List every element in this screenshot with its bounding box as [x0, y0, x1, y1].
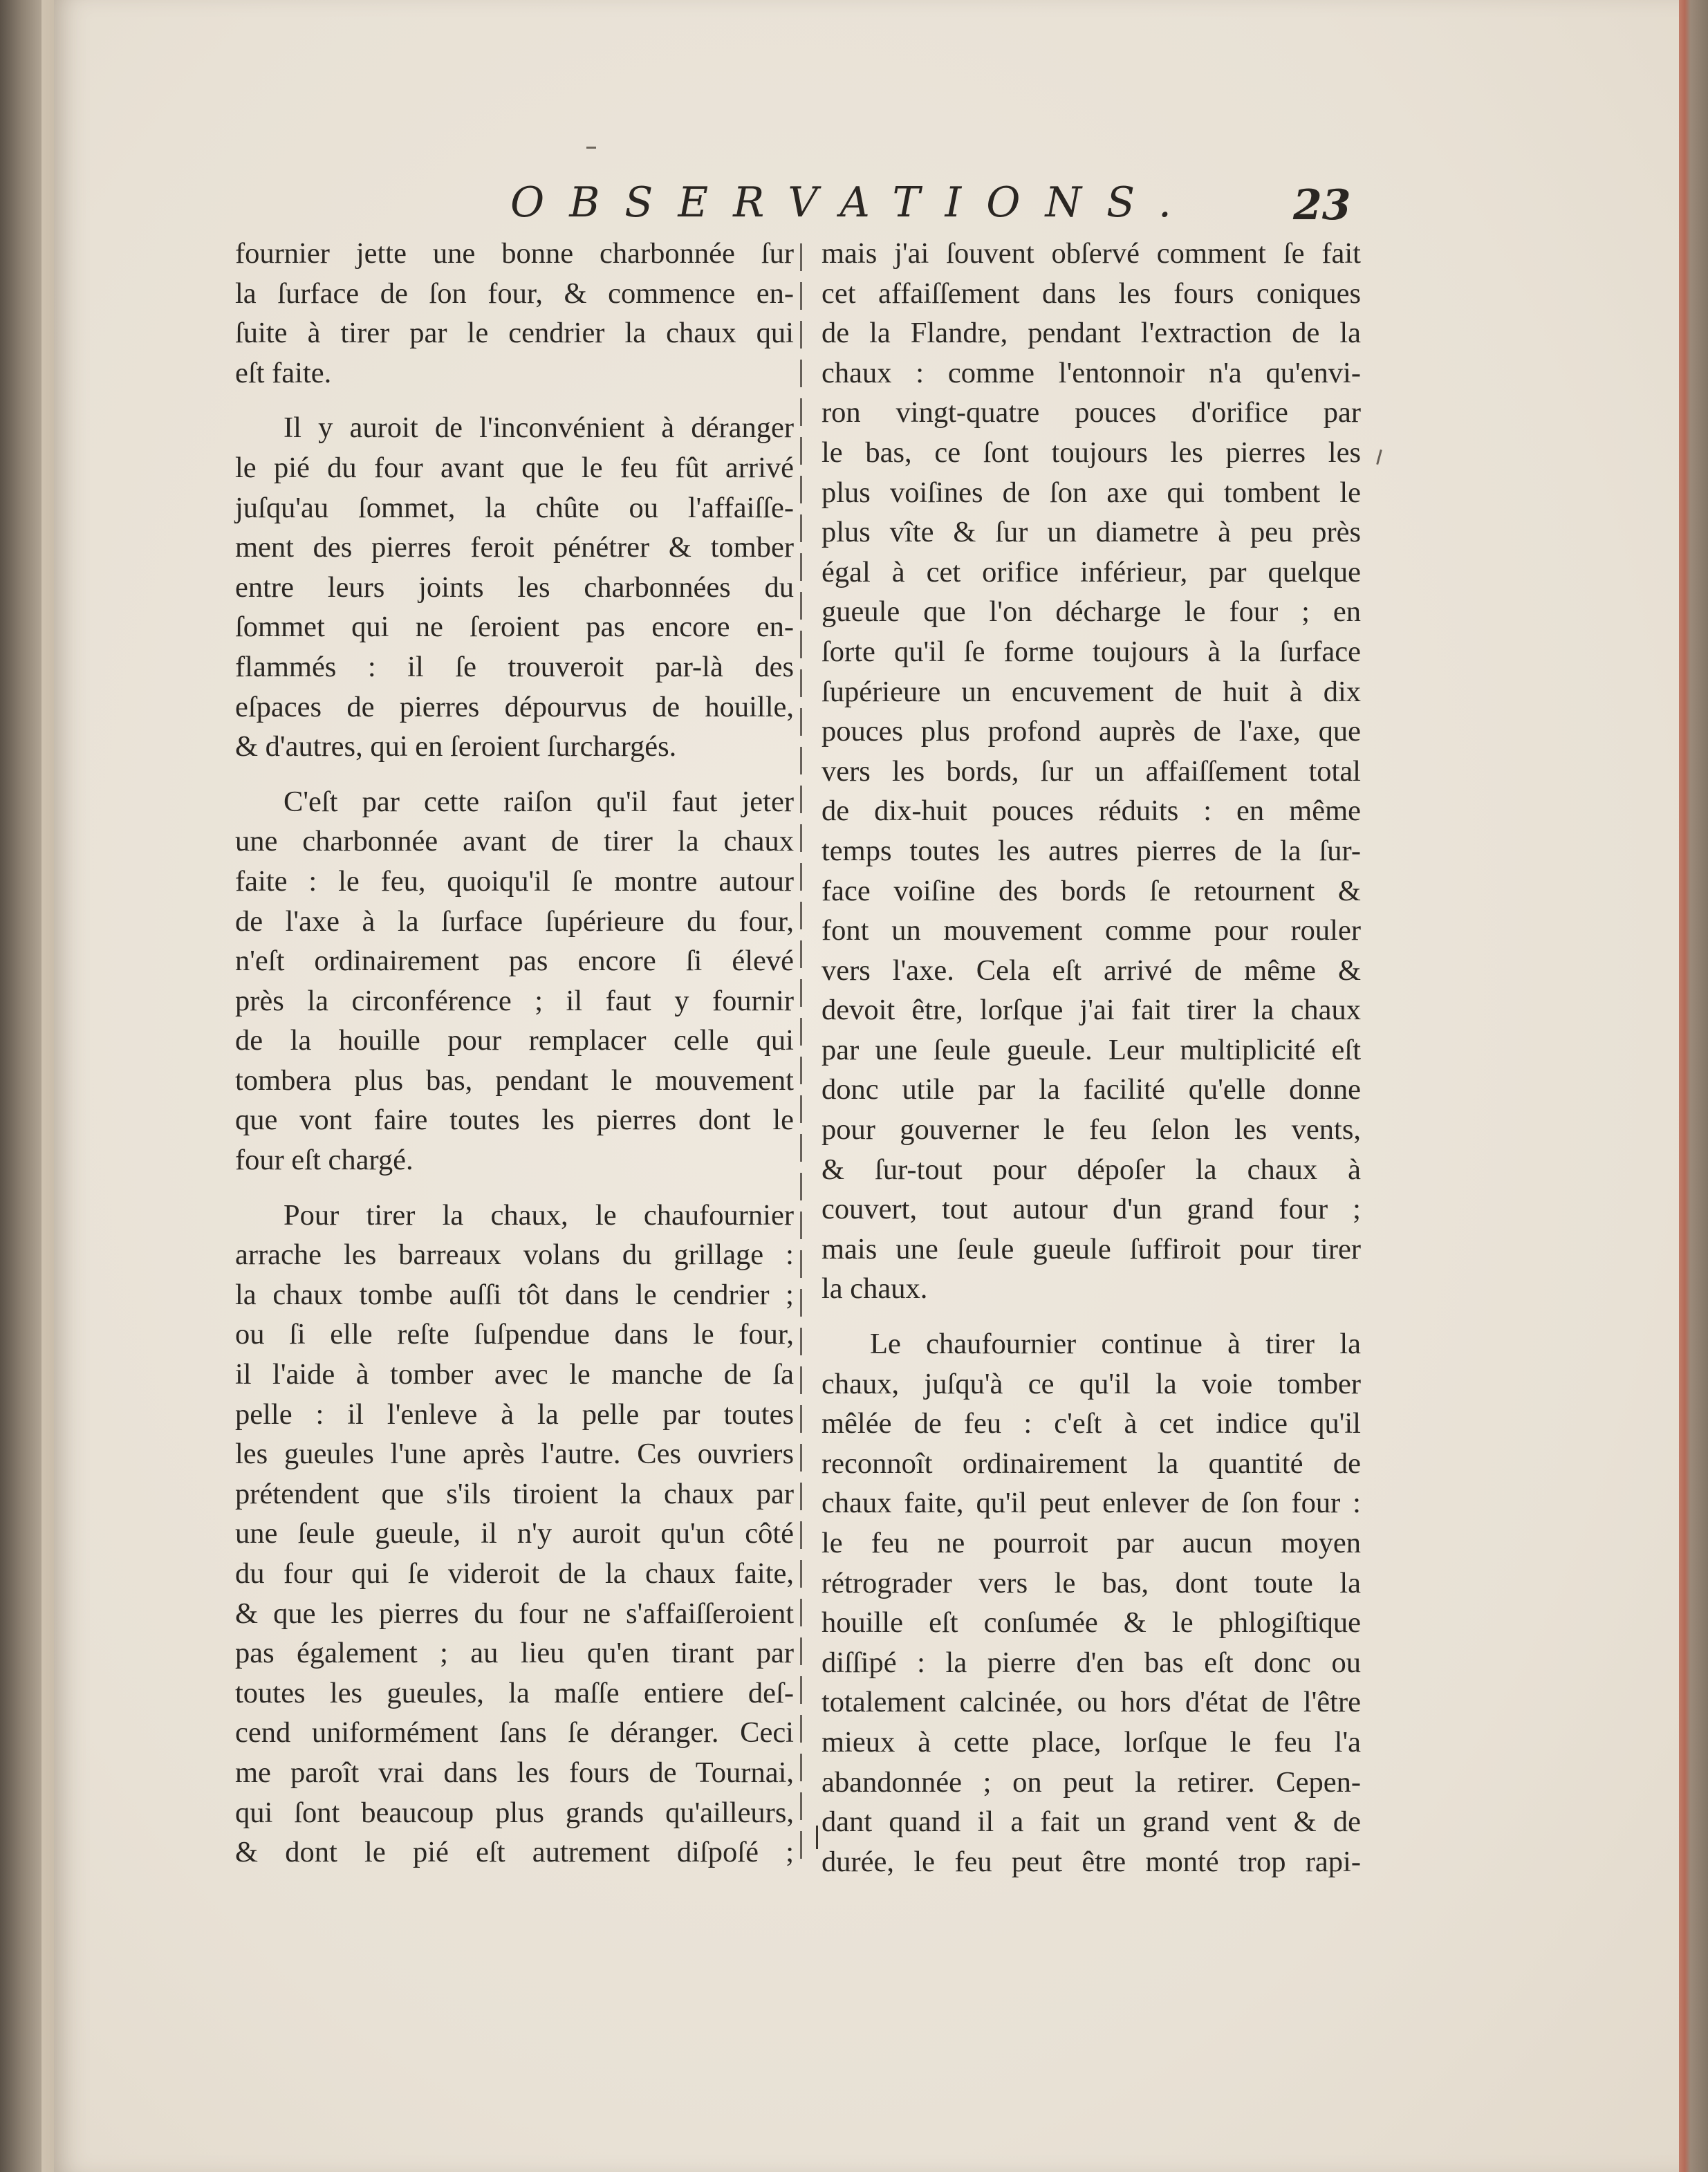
text-line: une charbonnée avant de tirer la chaux: [235, 825, 794, 858]
text-line: temps toutes les autres pierres de la ſur-: [821, 834, 1361, 867]
text-line: entre leurs joints les charbonnées du: [235, 570, 794, 604]
text-line: totalement calcinée, ou hors d'état de l'être: [821, 1686, 1361, 1719]
text-line: une ſeule gueule, il n'y auroit qu'un côté: [235, 1517, 794, 1550]
text-line: & ſur-tout pour dépoſer la chaux à: [821, 1153, 1361, 1186]
text-line: ron vingt-quatre pouces d'orifice par: [821, 396, 1361, 429]
text-line: qui ſont beaucoup plus grands qu'ailleurs,: [235, 1796, 794, 1829]
text-line: la ſurface de ſon four, & commence en-: [235, 277, 794, 310]
text-line: ſupérieure un encuvement de huit à dix: [821, 675, 1361, 708]
text-line: plus voiſines de ſon axe qui tombent le: [821, 476, 1361, 509]
text-line: eſpaces de pierres dépourvus de houille,: [235, 690, 794, 723]
text-line: couvert, tout autour d'un grand four ;: [821, 1193, 1361, 1226]
text-line: chaux : comme l'entonnoir n'a qu'envi-: [821, 356, 1361, 389]
text-line: cet affaiſſement dans les fours coniques: [821, 277, 1361, 310]
paragraph-start: C'eſt par cette raiſon qu'il faut jeter: [284, 785, 794, 818]
running-title: OBSERVATIONS.: [510, 178, 1196, 227]
text-line: il l'aide à tomber avec le manche de ſa: [235, 1358, 794, 1391]
text-line: devoit être, lorſque j'ai fait tirer la chaux: [821, 994, 1361, 1027]
text-line: le bas, ce ſont toujours les pierres les: [821, 436, 1361, 469]
column-divider-foot: [816, 1826, 818, 1849]
text-line: diſſipé : la pierre d'en bas eſt donc ou: [821, 1646, 1361, 1679]
text-line: de la houille pour remplacer celle qui: [235, 1024, 794, 1057]
text-line: vers les bords, ſur un affaiſſement total: [821, 754, 1361, 788]
text-line: houille eſt conſumée & le phlogiſtique: [821, 1606, 1361, 1640]
text-line: me paroît vrai dans les fours de Tournai,: [235, 1756, 794, 1789]
text-line: arrache les barreaux volans du grillage :: [235, 1238, 794, 1272]
text-line: le feu ne pourroit par aucun moyen: [821, 1527, 1361, 1559]
text-line: du four qui ſe videroit de la chaux faite,: [235, 1557, 794, 1590]
text-line: ſuite à tirer par le cendrier la chaux qui: [235, 317, 794, 350]
column-divider: [800, 243, 802, 1862]
text-line: pour gouverner le feu ſelon les vents,: [821, 1113, 1361, 1147]
text-line: le pié du four avant que le feu fût arrivé: [235, 451, 794, 484]
text-line: four eſt chargé.: [235, 1144, 414, 1177]
paragraph-start: Il y auroit de l'inconvénient à déranger: [284, 411, 794, 445]
text-line: durée, le feu peut être monté trop rapi-: [821, 1845, 1361, 1878]
text-line: fournier jette une bonne charbonnée ſur: [235, 237, 794, 270]
text-line: donc utile par la facilité qu'elle donne: [821, 1073, 1361, 1106]
text-line: pouces plus profond auprès de l'axe, que: [821, 715, 1361, 748]
text-line: & que les pierres du four ne s'affaiſſeroient: [235, 1597, 794, 1630]
page-number: 23: [1293, 181, 1351, 230]
text-line: les gueules l'une après l'autre. Ces ouvriers: [235, 1438, 794, 1471]
text-line: ſommet qui ne ſeroient pas encore en-: [235, 611, 794, 644]
text-line: chaux faite, qu'il peut enlever de ſon four :: [821, 1487, 1361, 1520]
text-line: dant quand il a fait un grand vent & de: [821, 1806, 1361, 1839]
text-line: face voiſine des bords ſe retournent &: [821, 874, 1361, 907]
text-line: mieux à cette place, lorſque le feu l'a: [821, 1725, 1361, 1758]
text-line: de dix-huit pouces réduits : en même: [821, 795, 1361, 828]
text-line: mais une ſeule gueule ſuffiroit pour tirer: [821, 1232, 1361, 1265]
text-line: mais j'ai ſouvent obſervé comment ſe fait: [821, 237, 1361, 270]
text-line: de la Flandre, pendant l'extraction de la: [821, 317, 1361, 350]
text-line: que vont faire toutes les pierres dont le: [235, 1104, 794, 1137]
text-line: toutes les gueules, la maſſe entiere deſ-: [235, 1676, 794, 1709]
paragraph-start: Le chaufournier continue à tirer la: [870, 1328, 1361, 1361]
text-line: faite : le feu, quoiqu'il ſe montre autour: [235, 864, 794, 898]
text-line: reconnoît ordinairement la quantité de: [821, 1447, 1361, 1480]
text-line: n'eſt ordinairement pas encore ſi élevé: [235, 945, 794, 978]
text-line: font un mouvement comme pour rouler: [821, 914, 1361, 947]
text-line: mêlée de feu : c'eſt à cet indice qu'il: [821, 1407, 1361, 1440]
text-line: chaux, juſqu'à ce qu'il la voie tomber: [821, 1367, 1361, 1400]
text-line: tombera plus bas, pendant le mouvement: [235, 1064, 794, 1097]
text-line: juſqu'au ſommet, la chûte ou l'affaiſſe-: [235, 491, 794, 524]
left-column: [235, 234, 794, 1873]
text-line: abandonnée ; on peut la retirer. Cepen-: [821, 1765, 1361, 1799]
text-line: rétrograder vers le bas, dont toute la: [821, 1566, 1361, 1599]
text-line: & d'autres, qui en ſeroient ſurchargés.: [235, 730, 677, 763]
text-line: cend uniformément ſans ſe déranger. Ceci: [235, 1716, 794, 1749]
page-red-edge: [1679, 0, 1708, 2172]
text-line: ſorte qu'il ſe forme toujours à la ſurface: [821, 635, 1361, 668]
text-line: la chaux.: [821, 1272, 928, 1306]
text-line: vers l'axe. Cela eſt arrivé de même &: [821, 954, 1361, 987]
text-line: ment des pierres feroit pénétrer & tomber: [235, 531, 794, 564]
text-line: ou ſi elle reſte ſuſpendue dans le four,: [235, 1318, 794, 1351]
text-line: pas également ; au lieu qu'en tirant par: [235, 1637, 794, 1670]
right-column: [821, 234, 1361, 1882]
text-line: flammés : il ſe trouveroit par-là des: [235, 650, 794, 683]
text-line: la chaux tombe auſſi tôt dans le cendrier ;: [235, 1278, 794, 1311]
text-line: gueule que l'on décharge le four ; en: [821, 595, 1361, 629]
text-line: & dont le pié eſt autrement diſpoſé ;: [235, 1836, 794, 1869]
text-line: près la circonférence ; il faut y fournir: [235, 984, 794, 1017]
text-line: pelle : il l'enleve à la pelle par toutes: [235, 1398, 794, 1431]
text-line: de l'axe à la ſurface ſupérieure du four,: [235, 904, 794, 938]
text-line: par une ſeule gueule. Leur multiplicité eſt: [821, 1033, 1361, 1066]
text-line: égal à cet orifice inférieur, par quelque: [821, 555, 1361, 588]
text-line: eſt faite.: [235, 356, 332, 389]
printer-mark: [586, 147, 596, 149]
text-line: prétendent que s'ils tiroient la chaux par: [235, 1477, 794, 1510]
paragraph-start: Pour tirer la chaux, le chaufournier: [284, 1198, 794, 1232]
text-line: plus vîte & ſur un diametre à peu près: [821, 516, 1361, 549]
